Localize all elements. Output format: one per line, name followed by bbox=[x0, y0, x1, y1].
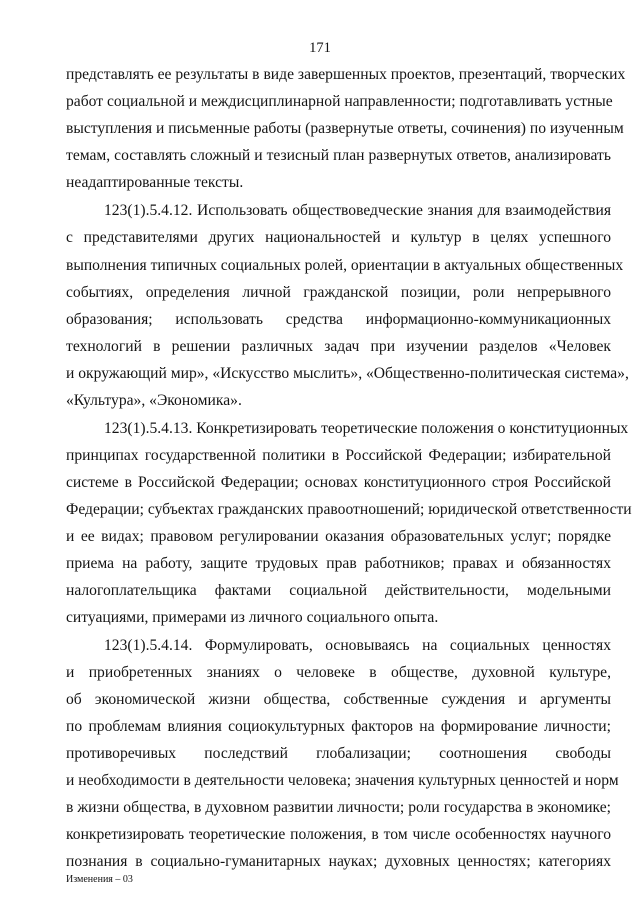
text-line: об экономической жизни общества, собственные суждения и аргументы bbox=[66, 691, 611, 708]
text-line: выполнения типичных социальных ролей, ориентации в актуальных общественных bbox=[66, 257, 624, 274]
paragraph-first-line: 123(1).5.4.12. Использовать обществоведческие знания для взаимодействия bbox=[104, 202, 611, 219]
text-line: представлять ее результаты в виде завершенных проектов, презентаций, творческих bbox=[66, 66, 626, 83]
text-line: выступления и письменные работы (развернутые ответы, сочинения) по изученным bbox=[66, 120, 624, 137]
text-line: конкретизировать теоретические положения, в том числе особенностях научного bbox=[66, 826, 611, 843]
text-line: «Культура», «Экономика». bbox=[66, 392, 242, 409]
text-line: противоречивых последствий глобализации; соотношения свободы bbox=[66, 745, 611, 762]
text-line: неадаптированные тексты. bbox=[66, 174, 244, 191]
text-line: событиях, определения личной гражданской позиции, роли непрерывного bbox=[66, 284, 611, 301]
text-line: и необходимости в деятельности человека; значения культурных ценностей и норм bbox=[66, 772, 619, 789]
text-line: образования; использовать средства информационно-коммуникационных bbox=[66, 311, 611, 328]
text-line: с представителями других национальностей и культур в целях успешного bbox=[66, 229, 611, 246]
text-line: и ее видах; правовом регулировании оказания образовательных услуг; порядке bbox=[66, 528, 611, 545]
revision-footer: Изменения – 03 bbox=[66, 874, 133, 885]
text-line: принципах государственной политики в Российской Федерации; избирательной bbox=[66, 447, 611, 464]
text-line: работ социальной и междисциплинарной направленности; подготавливать устные bbox=[66, 93, 613, 110]
paragraph-first-line: 123(1).5.4.14. Формулировать, основываясь на социальных ценностях bbox=[104, 637, 611, 654]
text-line: системе в Российской Федерации; основах конституционного строя Российской bbox=[66, 474, 611, 491]
text-line: познания в социально-гуманитарных науках; духовных ценностях; категориях bbox=[66, 853, 611, 870]
paragraph-first-line: 123(1).5.4.13. Конкретизировать теоретические положения о конституционных bbox=[104, 420, 629, 437]
text-line: ситуациями, примерами из личного социального опыта. bbox=[66, 609, 439, 626]
text-line: и приобретенных знаниях о человеке в обществе, духовной культуре, bbox=[66, 664, 611, 681]
text-line: налогоплательщика фактами социальной действительности, модельными bbox=[66, 582, 611, 599]
text-line: и окружающий мир», «Искусство мыслить», «Общественно-политическая система», bbox=[66, 365, 629, 382]
text-line: темам, составлять сложный и тезисный план развернутых ответов, анализировать bbox=[66, 147, 611, 164]
text-line: по проблемам влияния социокультурных факторов на формирование личности; bbox=[66, 718, 611, 735]
page-number: 171 bbox=[309, 40, 331, 56]
text-line: приема на работу, защите трудовых прав работников; правах и обязанностях bbox=[66, 555, 611, 572]
text-line: технологий в решении различных задач при изучении разделов «Человек bbox=[66, 338, 611, 355]
text-line: в жизни общества, в духовном развитии личности; роли государства в экономике; bbox=[66, 799, 611, 816]
text-line: Федерации; субъектах гражданских правоотношений; юридической ответственности bbox=[66, 501, 632, 518]
